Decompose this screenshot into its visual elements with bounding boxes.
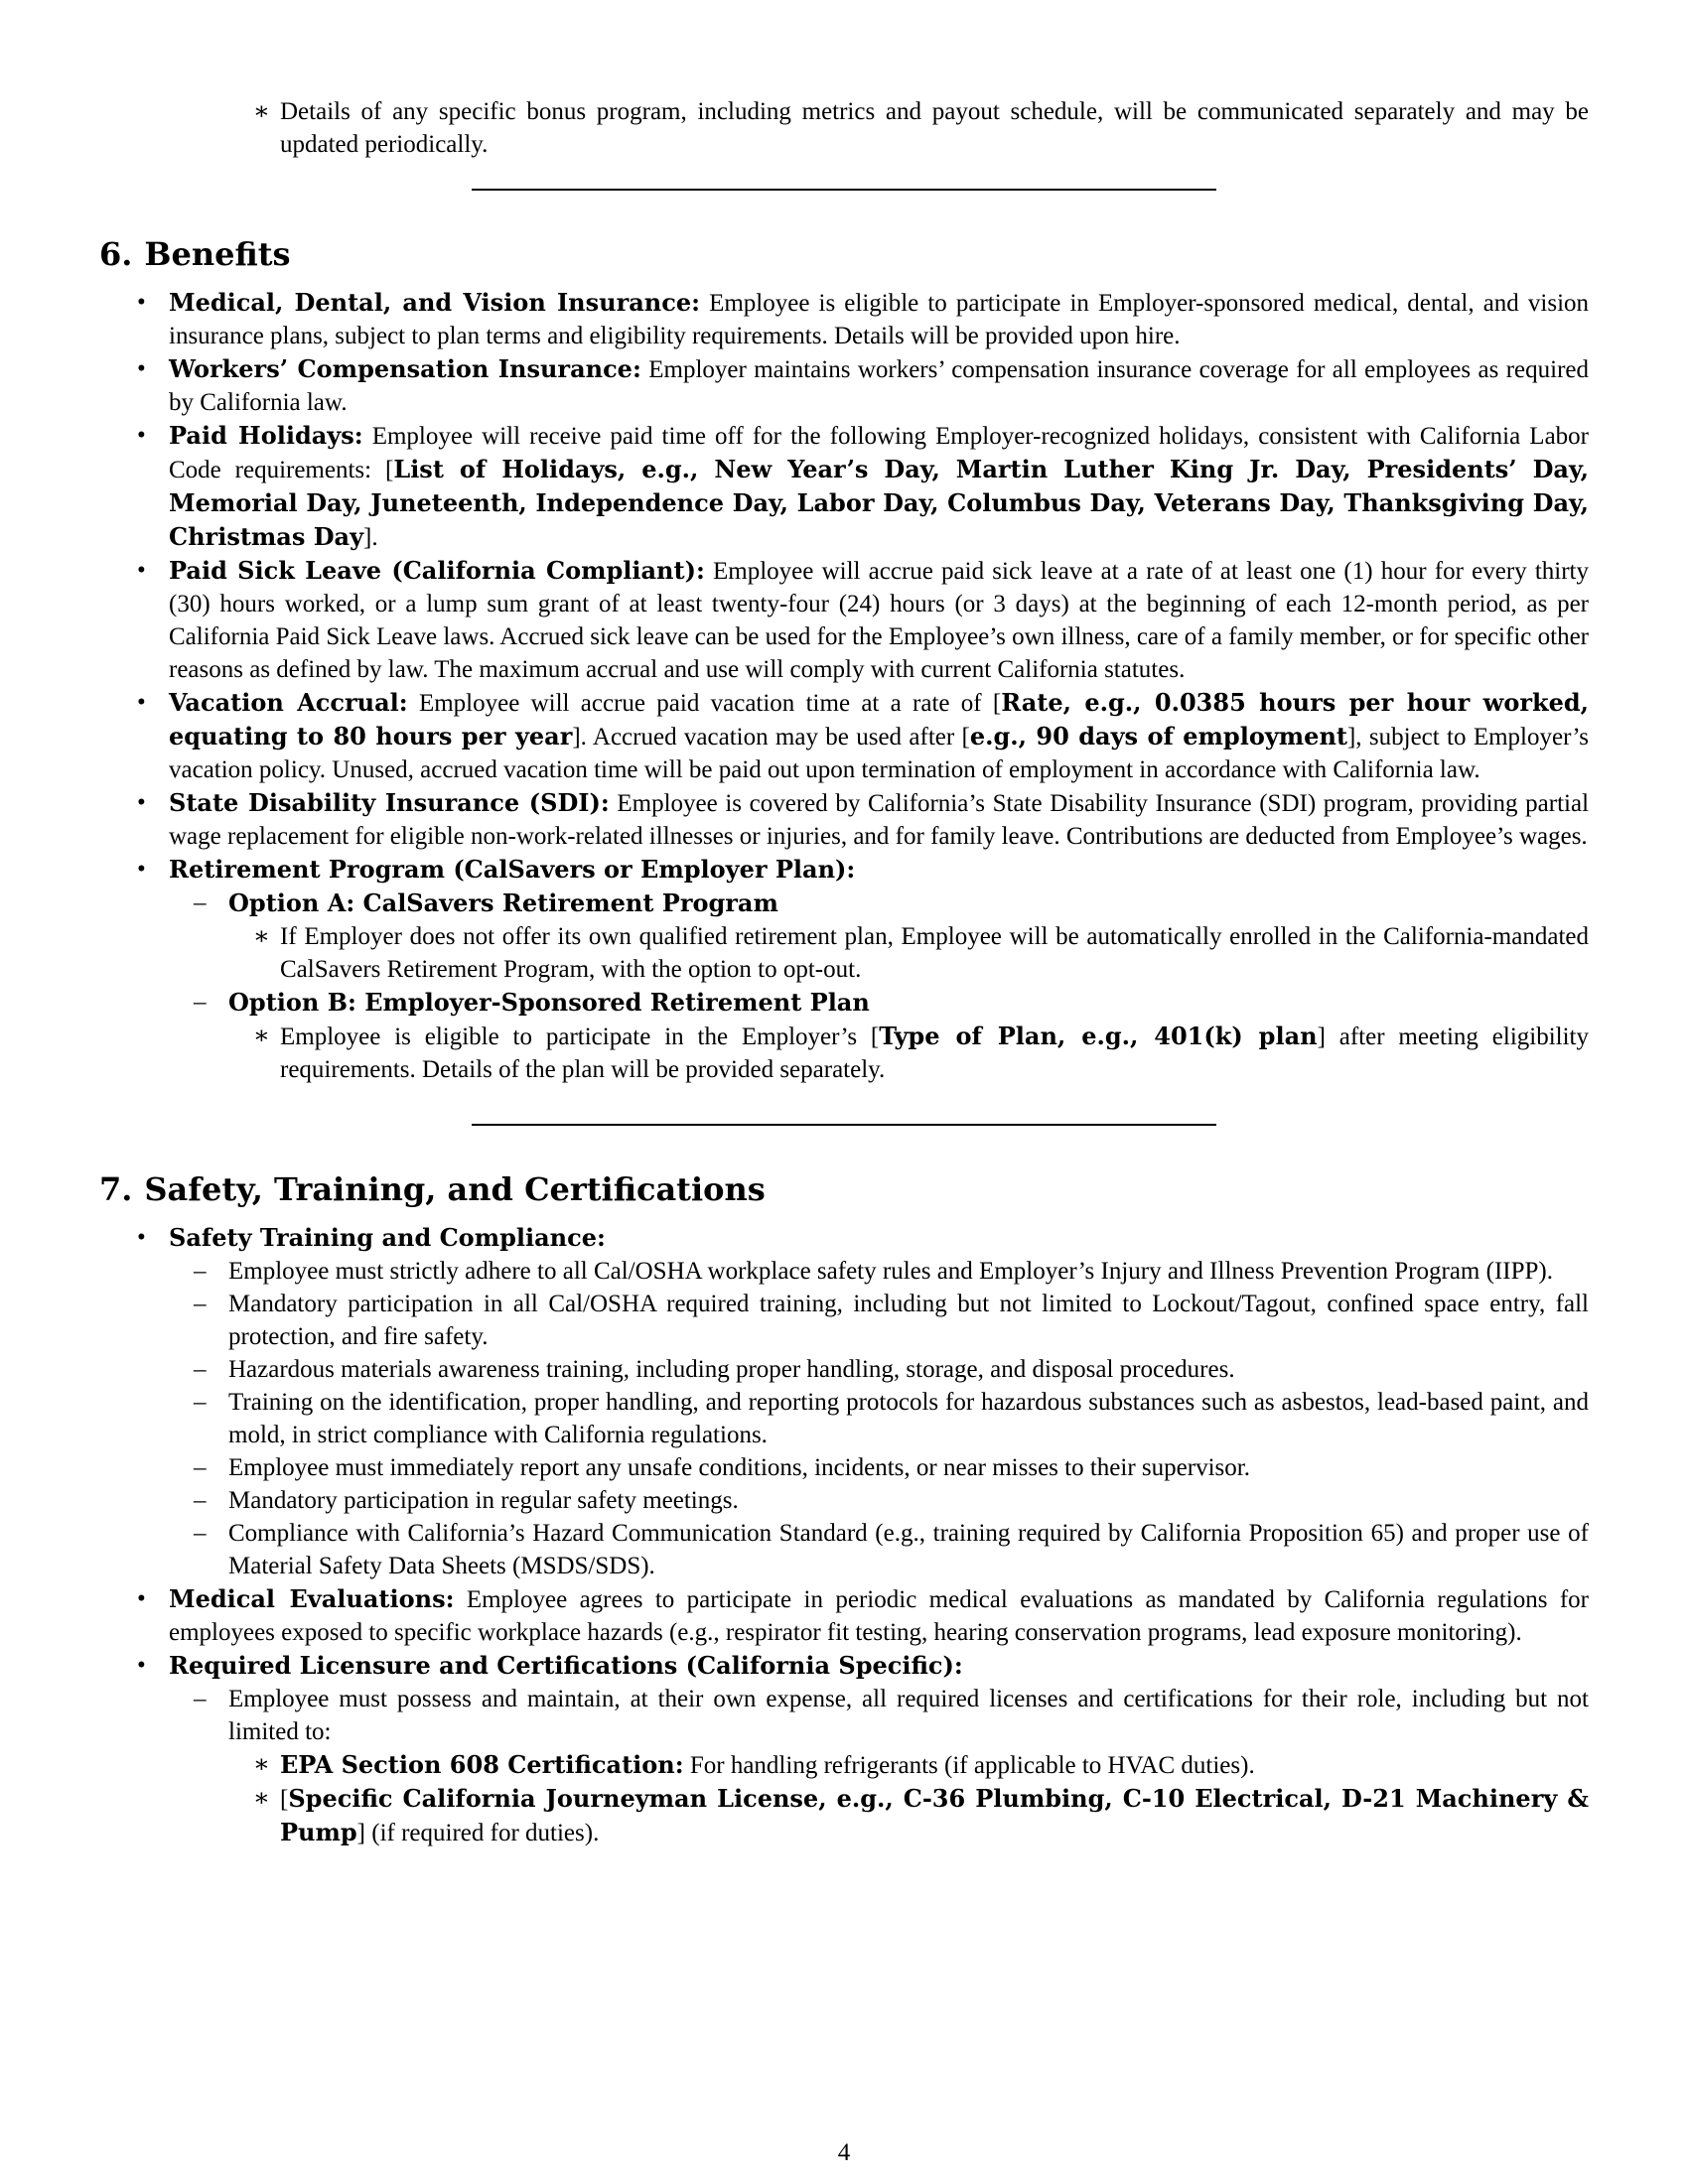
bullet-icon: • bbox=[137, 689, 146, 716]
bullet-icon: • bbox=[137, 1652, 146, 1679]
bullet-icon: • bbox=[137, 1224, 146, 1251]
list-item-epa: ∗ EPA Section 608 Certification: For handling refrigerants (if applicable to HVAC duties). bbox=[253, 1750, 1255, 1779]
list-item-option-a: – Option A: CalSavers Retirement Program bbox=[194, 888, 778, 917]
dash-bullet: – bbox=[194, 989, 207, 1016]
dash-bullet: – bbox=[194, 1686, 207, 1712]
list-item: – Employee must possess and maintain, at their own expense, all required licenses and certifications for their role, including but not limited to: bbox=[99, 1683, 1589, 1748]
list-item-retirement: • Retirement Program (CalSavers or Employer Plan): bbox=[137, 855, 856, 884]
asterisk-bullet: ∗ bbox=[253, 1785, 270, 1812]
list-item-vacation: • Vacation Accrual: Employee will accrue paid vacation time at a rate of [Rate, e.g., 0.0385 hours per hour worked, equating to 80 hours per year]. Accrued vacation may be used after [e.g., 90 days of employment], subject to Employer’s vacation policy. Unused, accrued vacation time will be paid out upon termination of employment in accordance with California law. bbox=[137, 688, 1590, 783]
list-item: – Training on the identification, proper handling, and reporting protocols for hazardous substances such as asbestos, lead-based paint, and mold, in strict compliance with California regulations. bbox=[99, 1386, 1589, 1451]
list-item-safety-training: • Safety Training and Compliance: bbox=[137, 1223, 606, 1252]
section-divider bbox=[472, 1124, 1216, 1126]
safety-list bbox=[99, 1221, 1589, 1849]
list-item-medical: • Medical, Dental, and Vision Insurance: Employee is eligible to participate in Employer-sponsored medical, dental, and vision insurance plans, subject to plan terms and eligibility requirements. Details will be provided upon hire. bbox=[137, 288, 1590, 349]
list-item: – Employee must immediately report any unsafe conditions, incidents, or near misses to their supervisor. bbox=[99, 1451, 1589, 1484]
list-item: – Mandatory participation in regular safety meetings. bbox=[99, 1484, 1589, 1517]
dash-bullet: – bbox=[194, 1454, 207, 1481]
page-number: 4 bbox=[837, 2139, 851, 2166]
dash-bullet: – bbox=[194, 1258, 207, 1285]
asterisk-bullet: ∗ bbox=[253, 1751, 270, 1778]
list-item-medical-evaluations: • Medical Evaluations: Employee agrees to participate in periodic medical evaluations as mandated by California regulations for employees exposed to specific workplace hazards (e.g., respirator fit testing, hearing conservation programs, lead exposure monitoring). bbox=[137, 1584, 1589, 1646]
dash-bullet: – bbox=[194, 1487, 207, 1514]
asterisk-bullet: ∗ bbox=[253, 98, 270, 125]
list-item-journeyman: ∗ [Specific California Journeyman License, e.g., C-36 Plumbing, C-10 Electrical, D-21 Machinery & Pump] (if required for duties). bbox=[253, 1784, 1589, 1846]
list-item-holidays: • Paid Holidays: Employee will receive paid time off for the following Employer-recognized holidays, consistent with California Labor Code requirements: [List of Holidays, e.g., New Year’s Day, Martin Luther King Jr. Day, Presidents’ Day, Memorial Day, Juneteenth, Independence Day, Labor Day, Columbus Day, Veterans Day, Thanksgiving Day, Christmas Day]. bbox=[137, 421, 1590, 551]
list-item: – Employee must strictly adhere to all Cal/OSHA workplace safety rules and Employer’s Injury and Illness Prevention Program (IIPP). bbox=[99, 1255, 1589, 1288]
bullet-icon: • bbox=[137, 557, 146, 584]
list-item: – Compliance with California’s Hazard Communication Standard (e.g., training required by California Proposition 65) and proper use of Material Safety Data Sheets (MSDS/SDS). bbox=[99, 1517, 1589, 1582]
dash-bullet: – bbox=[194, 1356, 207, 1383]
list-item: – Mandatory participation in all Cal/OSHA required training, including but not limited to Lockout/Tagout, confined space entry, fall protection, and fire safety. bbox=[99, 1288, 1589, 1353]
bullet-icon: • bbox=[137, 789, 146, 816]
bullet-icon: • bbox=[137, 289, 146, 316]
list-item: ∗ Details of any specific bonus program, including metrics and payout schedule, will be communicated separately and may be updated periodically. bbox=[99, 95, 1589, 161]
page-content bbox=[99, 95, 1589, 1849]
dash-bullet: – bbox=[194, 1389, 207, 1416]
benefits-list bbox=[99, 286, 1589, 1086]
bullet-icon: • bbox=[137, 856, 146, 883]
dash-bullet: – bbox=[194, 1520, 207, 1547]
list-item-sdi: • State Disability Insurance (SDI): Employee is covered by California’s State Disability Insurance (SDI) program, providing partial wage replacement for eligible non-work-related illnesses or injuries, and for family leave. Contributions are deducted from Employee’s wages. bbox=[137, 788, 1590, 850]
bullet-icon: • bbox=[137, 422, 146, 449]
section-6-heading: 6. Benefits bbox=[99, 235, 291, 273]
section-divider bbox=[472, 189, 1216, 191]
list-item-sick-leave: • Paid Sick Leave (California Compliant): Employee will accrue paid sick leave at a rate of at least one (1) hour for every thirty (30) hours worked, or a lump sum grant of at least twenty-four (24) hours (or 3 days) at the beginning of each 12-month period, as per California Paid Sick Leave laws. Accrued sick leave can be used for the Employee’s own illness, care of a family member, or for specific other reasons as defined by law. The maximum accrual and use will comply with current California statutes. bbox=[137, 556, 1589, 683]
bullet-icon: • bbox=[137, 355, 146, 382]
intro-list bbox=[99, 95, 1589, 161]
list-item: – Hazardous materials awareness training, including proper handling, storage, and disposal procedures. bbox=[99, 1353, 1589, 1386]
list-item-option-a-detail: ∗ If Employer does not offer its own qualified retirement plan, Employee will be automatically enrolled in the California-mandated CalSavers Retirement Program, with the option to opt-out. bbox=[99, 920, 1589, 986]
asterisk-bullet: ∗ bbox=[253, 923, 270, 950]
list-item-workers-comp: • Workers’ Compensation Insurance: Employer maintains workers’ compensation insurance coverage for all employees as required by California law. bbox=[137, 354, 1590, 416]
asterisk-bullet: ∗ bbox=[253, 1023, 270, 1049]
list-item-option-b: – Option B: Employer-Sponsored Retirement Plan bbox=[194, 988, 870, 1017]
section-7-heading: 7. Safety, Training, and Certifications bbox=[99, 1170, 766, 1208]
dash-bullet: – bbox=[194, 1291, 207, 1317]
list-item-licensure: • Required Licensure and Certifications (California Specific): bbox=[137, 1651, 963, 1680]
dash-bullet: – bbox=[194, 889, 207, 916]
list-item-option-b-detail: ∗ Employee is eligible to participate in the Employer’s [Type of Plan, e.g., 401(k) plan] after meeting eligibility requirements. Details of the plan will be provided separately. bbox=[253, 1022, 1590, 1083]
bullet-icon: • bbox=[137, 1585, 146, 1612]
